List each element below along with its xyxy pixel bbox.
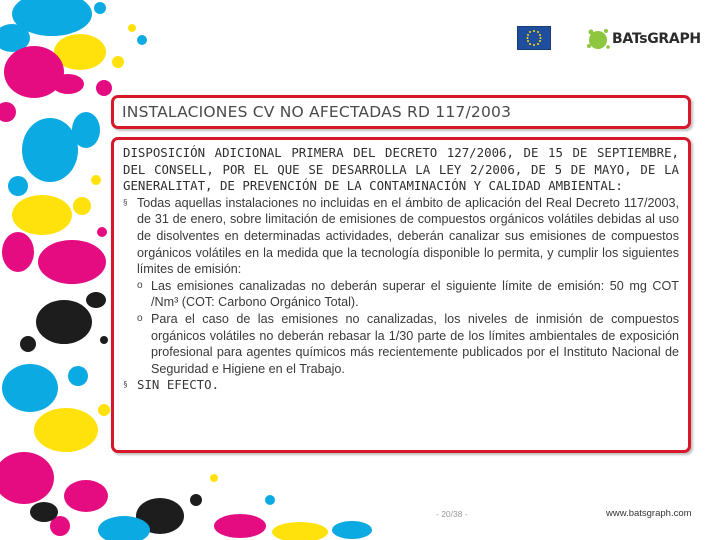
bullet-item	[123, 195, 679, 278]
sub-bullet-item	[123, 311, 679, 377]
slide-content-box	[111, 137, 691, 453]
batsgraph-logo	[585, 26, 701, 52]
sub-bullet-text: Para el caso de las emisiones no canalizadas, los niveles de inmisión de compuestos orgánicos volátiles no deberán rebasar la 1/30 parte de los límites ambientales de exposición profesional para agentes químicos más recientemente publicados por el Instituto Nacional de Seguridad e Higiene en el Trabajo.	[151, 311, 679, 376]
bullet-text: SIN EFECTO.	[137, 377, 220, 393]
bullet-marker: §	[123, 380, 128, 390]
brand-name: BATsGRAPH	[612, 31, 701, 47]
sub-bullet-marker: o	[137, 312, 143, 324]
bullet-marker: §	[123, 197, 128, 207]
sub-bullet-item	[123, 278, 679, 311]
bullet-text: Todas aquellas instalaciones no incluidas en el ámbito de aplicación del Real Decreto 117/2003, de 31 de enero, sobre limitación de emisiones de compuestos orgánicos volátiles debidas al uso de disolventes en determinadas actividades, deberán canalizar sus emisiones de compuestos orgánicos volátiles en la medida que la tecnología disponible lo permita, y cumplir los siguientes límites de emisión:	[137, 195, 679, 277]
slide-title: INSTALACIONES CV NO AFECTADAS RD 117/2003	[122, 103, 512, 121]
eu-flag-icon	[518, 27, 550, 49]
slide-heading: DISPOSICIÓN ADICIONAL PRIMERA DEL DECRETO 127/2006, DE 15 DE SEPTIEMBRE, DEL CONSELL, POR EL QUE SE DESARROLLA LA LEY 2/2006, DE 5 DE MAYO, DE LA GENERALITAT, DE PREVENCIÓN DE LA CONTAMINACIÓN Y CALIDAD AMBIENTAL:	[123, 145, 679, 194]
slide-title-box	[111, 95, 691, 129]
bullet-item	[123, 377, 679, 394]
sub-bullet-marker: o	[137, 279, 143, 291]
eu-flag-logo	[517, 26, 551, 50]
page-number: - 20/38 -	[436, 509, 468, 519]
sub-bullet-text: Las emisiones canalizadas no deberán superar el siguiente límite de emisión: 50 mg COT /Nm³ (COT: Carbono Orgánico Total).	[151, 278, 679, 310]
batsgraph-blob-icon	[585, 26, 611, 52]
website-link[interactable]: www.batsgraph.com	[606, 508, 692, 519]
